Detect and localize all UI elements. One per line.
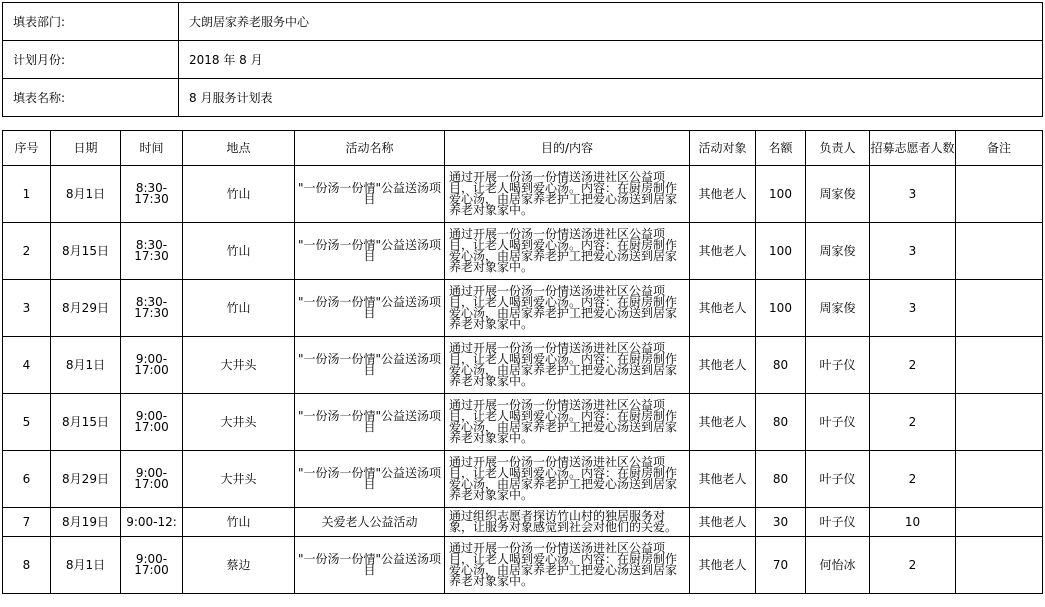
cell-activity-name: "一份汤一份情"公益送汤项目	[295, 537, 445, 594]
cell-time: 8:30-17:30	[121, 280, 183, 337]
info-label: 填表名称:	[3, 79, 179, 117]
cell-volunteers: 2	[870, 337, 956, 394]
cell-no: 7	[3, 508, 51, 537]
info-value: 大朗居家养老服务中心	[179, 3, 1043, 41]
cell-date: 8月1日	[51, 166, 121, 223]
table-row	[3, 280, 1043, 337]
cell-place: 竹山	[183, 223, 295, 280]
cell-remark	[956, 166, 1043, 223]
cell-no: 4	[3, 337, 51, 394]
table-row	[3, 223, 1043, 280]
table-row	[3, 394, 1043, 451]
column-header: 负责人	[806, 131, 870, 166]
cell-no: 5	[3, 394, 51, 451]
column-header: 活动对象	[690, 131, 756, 166]
cell-leader: 叶子仪	[806, 451, 870, 508]
cell-quota: 80	[756, 394, 806, 451]
cell-leader: 周家俊	[806, 166, 870, 223]
table-body	[3, 166, 1043, 594]
cell-activity-name: "一份汤一份情"公益送汤项目	[295, 166, 445, 223]
cell-no: 2	[3, 223, 51, 280]
cell-time: 9:00-17:00	[121, 537, 183, 594]
cell-activity-name: "一份汤一份情"公益送汤项目	[295, 223, 445, 280]
cell-target: 其他老人	[690, 280, 756, 337]
info-body	[3, 3, 1043, 117]
cell-date: 8月1日	[51, 337, 121, 394]
info-value: 2018 年 8 月	[179, 41, 1043, 79]
cell-content: 通过开展一份汤一份情送汤进社区公益项目，让老人喝到爱心汤。内容：在厨房制作爱心汤，由居家养老护工把爱心汤送到居家养老对象家中。	[445, 223, 690, 280]
cell-target: 其他老人	[690, 394, 756, 451]
info-table	[2, 2, 1043, 117]
cell-content: 通过开展一份汤一份情送汤进社区公益项目，让老人喝到爱心汤。内容：在厨房制作爱心汤，由居家养老护工把爱心汤送到居家养老对象家中。	[445, 451, 690, 508]
column-header: 地点	[183, 131, 295, 166]
column-header: 备注	[956, 131, 1043, 166]
cell-no: 8	[3, 537, 51, 594]
table-row	[3, 451, 1043, 508]
table-row	[3, 537, 1043, 594]
cell-quota: 100	[756, 280, 806, 337]
info-row	[3, 3, 1043, 41]
column-header: 活动名称	[295, 131, 445, 166]
cell-content: 通过组织志愿者探访竹山村的独居服务对象，让服务对象感觉到社会对他们的关爱。	[445, 508, 690, 537]
cell-target: 其他老人	[690, 166, 756, 223]
cell-place: 竹山	[183, 280, 295, 337]
plan-table	[2, 130, 1043, 594]
cell-volunteers: 3	[870, 280, 956, 337]
cell-remark	[956, 280, 1043, 337]
cell-leader: 叶子仪	[806, 508, 870, 537]
cell-place: 大井头	[183, 394, 295, 451]
cell-time: 9:00-17:00	[121, 337, 183, 394]
cell-activity-name: "一份汤一份情"公益送汤项目	[295, 280, 445, 337]
table-row	[3, 337, 1043, 394]
cell-content: 通过开展一份汤一份情送汤进社区公益项目，让老人喝到爱心汤。内容：在厨房制作爱心汤，由居家养老护工把爱心汤送到居家养老对象家中。	[445, 166, 690, 223]
cell-place: 竹山	[183, 508, 295, 537]
cell-date: 8月15日	[51, 223, 121, 280]
cell-quota: 70	[756, 537, 806, 594]
info-label: 填表部门:	[3, 3, 179, 41]
cell-volunteers: 2	[870, 451, 956, 508]
cell-leader: 周家俊	[806, 223, 870, 280]
cell-place: 蔡边	[183, 537, 295, 594]
cell-content: 通过开展一份汤一份情送汤进社区公益项目，让老人喝到爱心汤。内容：在厨房制作爱心汤，由居家养老护工把爱心汤送到居家养老对象家中。	[445, 280, 690, 337]
cell-time: 9:00-17:00	[121, 451, 183, 508]
cell-date: 8月19日	[51, 508, 121, 537]
cell-volunteers: 2	[870, 537, 956, 594]
cell-place: 大井头	[183, 451, 295, 508]
cell-quota: 80	[756, 337, 806, 394]
cell-quota: 80	[756, 451, 806, 508]
info-row	[3, 79, 1043, 117]
cell-activity-name: "一份汤一份情"公益送汤项目	[295, 337, 445, 394]
cell-quota: 100	[756, 166, 806, 223]
cell-content: 通过开展一份汤一份情送汤进社区公益项目，让老人喝到爱心汤。内容：在厨房制作爱心汤，由居家养老护工把爱心汤送到居家养老对象家中。	[445, 537, 690, 594]
cell-no: 6	[3, 451, 51, 508]
cell-no: 3	[3, 280, 51, 337]
column-header: 招募志愿者人数	[870, 131, 956, 166]
cell-date: 8月29日	[51, 280, 121, 337]
table-row	[3, 166, 1043, 223]
cell-volunteers: 3	[870, 223, 956, 280]
cell-leader: 叶子仪	[806, 394, 870, 451]
column-header: 名额	[756, 131, 806, 166]
cell-activity-name: "一份汤一份情"公益送汤项目	[295, 451, 445, 508]
cell-activity-name: "一份汤一份情"公益送汤项目	[295, 394, 445, 451]
cell-date: 8月29日	[51, 451, 121, 508]
cell-target: 其他老人	[690, 223, 756, 280]
cell-volunteers: 10	[870, 508, 956, 537]
column-header: 序号	[3, 131, 51, 166]
cell-content: 通过开展一份汤一份情送汤进社区公益项目，让老人喝到爱心汤。内容：在厨房制作爱心汤，由居家养老护工把爱心汤送到居家养老对象家中。	[445, 394, 690, 451]
cell-volunteers: 2	[870, 394, 956, 451]
cell-activity-name: 关爱老人公益活动	[295, 508, 445, 537]
cell-time: 9:00-12:	[121, 508, 183, 537]
cell-time: 9:00-17:00	[121, 394, 183, 451]
cell-place: 大井头	[183, 337, 295, 394]
column-header: 日期	[51, 131, 121, 166]
cell-time: 8:30-17:30	[121, 166, 183, 223]
cell-remark	[956, 451, 1043, 508]
cell-no: 1	[3, 166, 51, 223]
cell-leader: 周家俊	[806, 280, 870, 337]
info-value: 8 月服务计划表	[179, 79, 1043, 117]
cell-content: 通过开展一份汤一份情送汤进社区公益项目，让老人喝到爱心汤。内容：在厨房制作爱心汤，由居家养老护工把爱心汤送到居家养老对象家中。	[445, 337, 690, 394]
cell-target: 其他老人	[690, 508, 756, 537]
cell-leader: 何怡冰	[806, 537, 870, 594]
cell-quota: 100	[756, 223, 806, 280]
cell-volunteers: 3	[870, 166, 956, 223]
cell-target: 其他老人	[690, 537, 756, 594]
cell-remark	[956, 223, 1043, 280]
cell-target: 其他老人	[690, 337, 756, 394]
cell-place: 竹山	[183, 166, 295, 223]
cell-remark	[956, 394, 1043, 451]
info-row	[3, 41, 1043, 79]
cell-time: 8:30-17:30	[121, 223, 183, 280]
cell-remark	[956, 537, 1043, 594]
table-row	[3, 508, 1043, 537]
column-header: 目的/内容	[445, 131, 690, 166]
table-header-row	[3, 131, 1043, 166]
column-header: 时间	[121, 131, 183, 166]
cell-leader: 叶子仪	[806, 337, 870, 394]
cell-remark	[956, 508, 1043, 537]
info-label: 计划月份:	[3, 41, 179, 79]
cell-date: 8月1日	[51, 537, 121, 594]
cell-target: 其他老人	[690, 451, 756, 508]
cell-remark	[956, 337, 1043, 394]
cell-date: 8月15日	[51, 394, 121, 451]
cell-quota: 30	[756, 508, 806, 537]
